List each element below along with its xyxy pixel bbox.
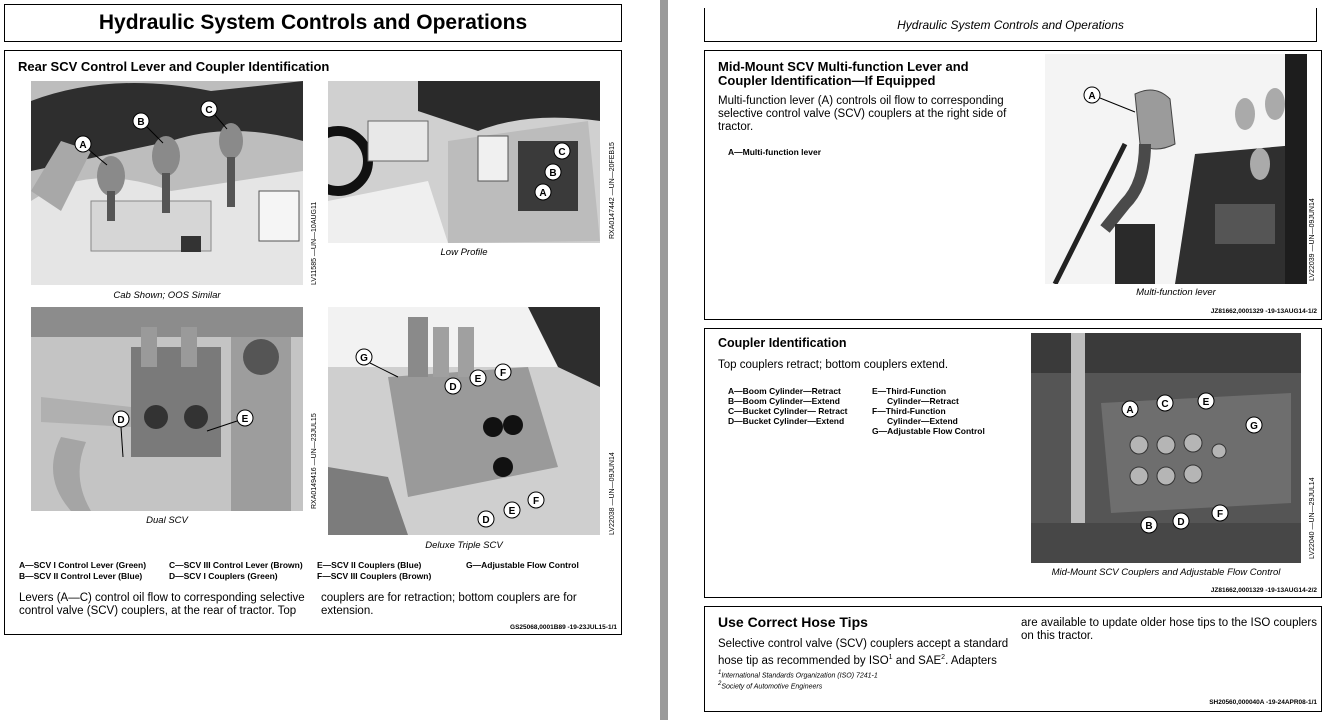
legend-item: G—Adjustable Flow Control: [872, 426, 985, 436]
legend-item: E—SCV II Couplers (Blue): [317, 560, 422, 570]
section-title-line1: Mid-Mount SCV Multi-function Lever and: [718, 59, 969, 74]
footnote-1: $^1$International Standards Organization (ISO) 7241-1: [718, 670, 878, 680]
legend-item: D—Bucket Cylinder—Extend: [728, 416, 845, 426]
reference-code: SH20560,000040A -19-24APR08-1/1: [1209, 699, 1317, 706]
midmount-body: Multi-function lever (A) controls oil flow to corresponding selective control valve (SCV) couplers at the right side of tractor.: [718, 95, 1007, 133]
dual-scv-callouts: [31, 307, 303, 511]
legend-item: Cylinder—Retract: [887, 396, 959, 406]
coupler-body: Top couplers retract; bottom couplers extend.: [718, 359, 949, 371]
legend-item: E—Third-Function: [872, 386, 947, 396]
section-title: Coupler Identification: [718, 336, 847, 350]
svg-text:E: E: [1202, 397, 1210, 408]
svg-text:F: F: [532, 496, 540, 507]
cab-callouts: [31, 81, 303, 285]
caption-coupler: Mid-Mount SCV Couplers and Adjustable Flow Control: [1051, 567, 1281, 578]
svg-text:A: A: [539, 188, 547, 199]
callout-g: [1246, 417, 1262, 433]
coupler-section: [704, 328, 1322, 598]
callout-b: [545, 164, 561, 180]
callout-e: [470, 370, 486, 386]
svg-text:G: G: [1250, 421, 1258, 432]
coupler-callouts: [1031, 333, 1301, 563]
footnote-2: $^2$Society of Automotive Engineers: [718, 681, 823, 691]
svg-text:C: C: [1161, 399, 1169, 410]
callout-a: [75, 136, 107, 165]
body-text-left: Levers (A—C) control oil flow to corresponding selective control valve (SCV) couplers, at the rear of tractor. Top: [19, 592, 305, 617]
legend-item: C—Bucket Cylinder— Retract: [728, 406, 848, 416]
hose-body: Selective control valve (SCV) couplers accept a standard hose tip as recommended by ISO$^1$ and SAE$^2$. Adapters: [718, 638, 1009, 667]
callout-e: [207, 410, 253, 431]
caption-cab: Cab Shown; OOS Similar: [113, 290, 221, 301]
svg-text:B: B: [137, 117, 145, 128]
reference-code: JZ81662,0001329 -19-13AUG14-1/2: [1210, 308, 1317, 315]
legend-item: F—Third-Function: [872, 406, 946, 416]
callout-c: [1157, 395, 1173, 411]
caption-dual: Dual SCV: [146, 515, 188, 526]
callout-e: [1198, 393, 1214, 409]
svg-text:E: E: [474, 374, 482, 385]
callout-a: [1122, 401, 1138, 417]
legend-item: B—SCV II Control Lever (Blue): [19, 571, 143, 581]
legend-item: A—Boom Cylinder—Retract: [728, 386, 841, 396]
image-id-cab: LV11585 —UN—10AUG11: [311, 201, 318, 285]
legend-item: Cylinder—Extend: [887, 416, 958, 426]
svg-text:B: B: [1145, 521, 1153, 532]
callout-f: [528, 492, 544, 508]
callout-c: [201, 101, 227, 129]
callout-c: [554, 143, 570, 159]
svg-text:D: D: [482, 515, 490, 526]
reference-code: GS25068,0001B89 -19-23JUL15-1/1: [510, 624, 617, 631]
svg-text:F: F: [499, 368, 507, 379]
right-page: [668, 0, 1331, 720]
callout-d: [1173, 513, 1189, 529]
svg-text:E: E: [508, 506, 516, 517]
svg-text:D: D: [449, 382, 457, 393]
hose-body-right: are available to update older hose tips to the ISO couplers on this tractor.: [1021, 617, 1317, 642]
legend-item: G—Adjustable Flow Control: [466, 560, 579, 570]
triple-scv-callouts: [328, 307, 600, 535]
callout-a: [535, 184, 551, 200]
callout-e: [504, 502, 520, 518]
svg-text:C: C: [205, 105, 213, 116]
section-title: Use Correct Hose Tips: [718, 614, 868, 630]
section-title-line2: Coupler Identification—If Equipped: [718, 73, 936, 88]
svg-text:E: E: [241, 414, 249, 425]
caption-triple: Deluxe Triple SCV: [425, 540, 503, 551]
left-page: [0, 0, 660, 720]
svg-text:A: A: [1088, 91, 1096, 102]
image-id-midmount: LV22039 —UN—09JUN14: [1309, 198, 1316, 281]
callout-g: [356, 349, 398, 377]
multifunction-callouts: [1045, 54, 1307, 284]
legend-item: C—SCV III Control Lever (Brown): [169, 560, 303, 570]
midmount-section: [704, 50, 1322, 320]
body-text-right: couplers are for retraction; bottom couplers are for extension.: [321, 592, 577, 617]
svg-text:D: D: [1177, 517, 1185, 528]
rear-scv-section: [4, 50, 622, 635]
svg-text:B: B: [549, 168, 557, 179]
svg-text:A: A: [1126, 405, 1134, 416]
hose-tips-section: [704, 606, 1322, 712]
page-title: Hydraulic System Controls and Operations: [4, 4, 622, 42]
svg-text:D: D: [117, 415, 125, 426]
callout-b: [133, 113, 163, 143]
legend-item: B—Boom Cylinder—Extend: [728, 396, 840, 406]
callout-f: [1212, 505, 1228, 521]
svg-text:A: A: [79, 140, 87, 151]
section-title: Rear SCV Control Lever and Coupler Identification: [18, 59, 330, 74]
page-gutter: [660, 0, 668, 720]
callout-d: [113, 411, 129, 457]
callout-d: [478, 511, 494, 527]
low-profile-callouts: [328, 81, 600, 243]
legend-item: A—SCV I Control Lever (Green): [19, 560, 147, 570]
caption-low-profile: Low Profile: [440, 247, 488, 258]
image-id-low-profile: RXA0147442 —UN—20FEB15: [609, 142, 616, 239]
image-id-coupler: LV22040 —UN—29JUL14: [1309, 477, 1316, 559]
image-id-dual: RXA0149416 —UN—23JUL15: [311, 413, 318, 509]
image-id-triple: LV22038 —UN—09JUN14: [609, 452, 616, 535]
legend-item: D—SCV I Couplers (Green): [169, 571, 278, 581]
callout-f: [495, 364, 511, 380]
reference-code: JZ81662,0001329 -19-13AUG14-2/2: [1210, 587, 1317, 594]
callout-d: [445, 378, 461, 394]
callout-a: [1084, 87, 1135, 112]
caption-multifunction: Multi-function lever: [1136, 287, 1216, 298]
legend-item: F—SCV III Couplers (Brown): [317, 571, 432, 581]
legend-item: A—Multi-function lever: [728, 147, 822, 157]
svg-text:F: F: [1216, 509, 1224, 520]
callout-b: [1141, 517, 1157, 533]
running-header: Hydraulic System Controls and Operations: [704, 8, 1317, 42]
svg-text:C: C: [558, 147, 566, 158]
svg-text:G: G: [360, 353, 368, 364]
